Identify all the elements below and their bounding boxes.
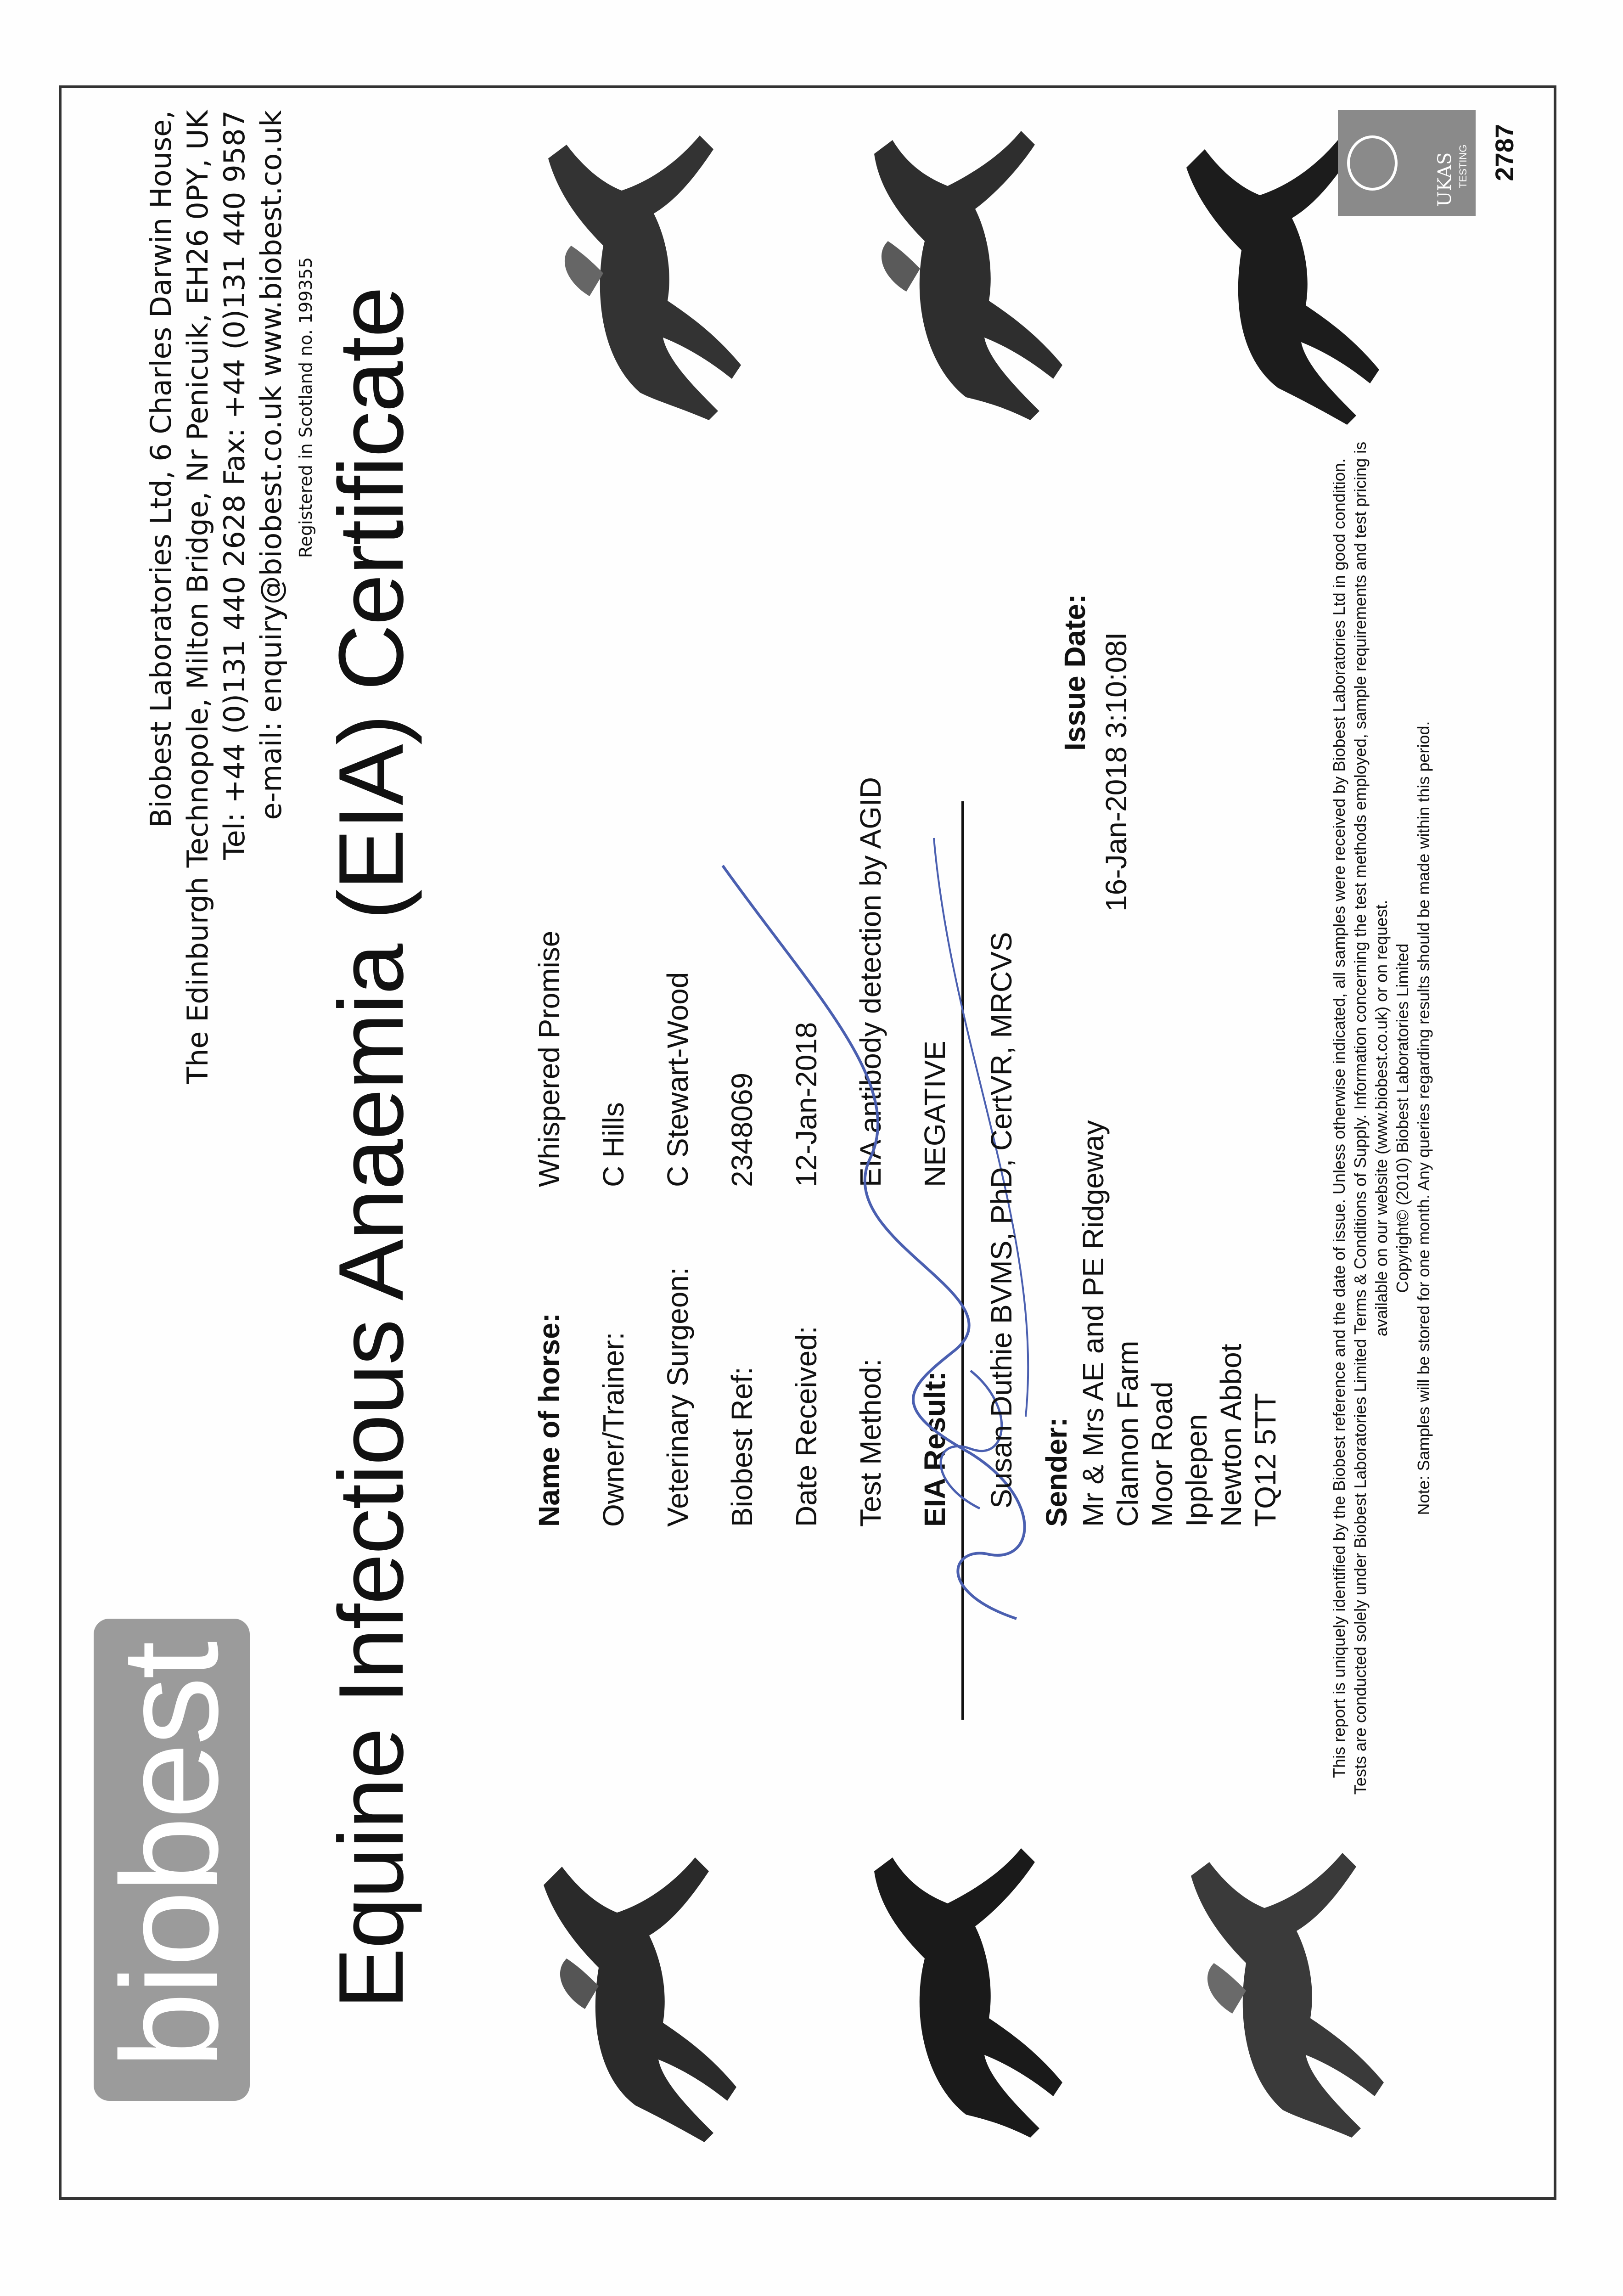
sender-label: Sender: [1040, 1417, 1073, 1527]
ukas-mark-text: UKAS [1434, 152, 1455, 207]
accreditation-number: 2787 [1490, 124, 1519, 181]
field-value-owner: C Hills [597, 1102, 630, 1187]
tel-fax-line: Tel: +44 (0)131 440 2628 Fax: +44 (0)131 440 9587 [218, 110, 251, 860]
sender-line: Clannon Farm [1111, 1340, 1144, 1527]
footer-notes [1329, 131, 1434, 2105]
ukas-sub-text: TESTING [1457, 144, 1469, 188]
field-value-test-method: EIA antibody detection by AGID [854, 777, 887, 1187]
footer-line: Copyright© (2010) Biobest Laboratories Limited [1393, 943, 1412, 1293]
sender-line: Newton Abbot [1214, 1344, 1247, 1527]
field-value-horse: Whispered Promise [533, 930, 566, 1187]
signatory-name: Susan Duthie BVMS, PhD, CertVR, MRCVS [985, 932, 1018, 1508]
footer-line: This report is uniquely identified by the Biobest reference and the date of issue. Unless otherwise indicated, all samples were received by Biobest Laboratories Ltd in good condition. [1330, 458, 1348, 1778]
handwritten-signature [695, 820, 1090, 1646]
sender-line: Moor Road [1146, 1381, 1179, 1527]
logo-text: biobest [92, 1643, 247, 2069]
field-label-horse: Name of horse: [533, 1313, 566, 1527]
certificate-title: Equine Infectious Anaemia (EIA) Certificate [320, 287, 422, 2009]
field-label-test-method: Test Method: [854, 1358, 887, 1527]
horse-jockey-image [819, 113, 1076, 443]
address-line-2: The Edinburgh Technopole, Milton Bridge, Nr Penicuik, EH26 0PY, UK [181, 110, 214, 1084]
horse-jockey-image [498, 113, 755, 443]
field-value-ref: 2348069 [725, 1072, 758, 1187]
issue-date-label: Issue Date: [1058, 594, 1091, 751]
field-value-date-received: 12-Jan-2018 [790, 1022, 823, 1187]
footer-line: Tests are conducted solely under Biobest Laboratories Limited Terms & Conditions of Supply. Information concerning the test methods employed, sample requirements and test pricing is [1351, 441, 1370, 1795]
sender-line: Ipplepen [1180, 1414, 1213, 1527]
certificate-sheet [62, 83, 1559, 2197]
field-label-date-received: Date Received: [790, 1326, 823, 1527]
crown-icon [1347, 135, 1398, 191]
sender-line: TQ12 5TT [1249, 1393, 1282, 1527]
email-web-line: e-mail: enquiry@biobest.co.uk www.biobest.co.uk [254, 110, 288, 820]
field-label-eia-result: EIA Result: [918, 1371, 951, 1527]
field-value-vet: C Stewart-Wood [661, 972, 694, 1187]
field-label-ref: Biobest Ref: [725, 1367, 758, 1527]
address-line-1: Biobest Laboratories Ltd, 6 Charles Darwin House, [144, 110, 178, 828]
sender-line: Mr & Mrs AE and PE Ridgeway [1077, 1120, 1110, 1527]
registration-line: Registered in Scotland no. 199355 [296, 257, 316, 558]
horse-silhouette-image [819, 1830, 1076, 2161]
issue-date-value: 16-Jan-2018 3:10:08I [1100, 632, 1133, 912]
field-value-eia-result: NEGATIVE [918, 1041, 951, 1187]
field-label-vet: Veterinary Surgeon: [661, 1267, 694, 1527]
ukas-accreditation-logo [1338, 110, 1476, 216]
field-label-owner: Owner/Trainer: [597, 1332, 630, 1527]
footer-line: Note: Samples will be stored for one month. Any queries regarding results should be made within this period. [1414, 721, 1433, 1515]
footer-line: available on our website (www.biobest.co.uk) or on request. [1372, 900, 1391, 1337]
horse-jockey-image [498, 1830, 755, 2161]
